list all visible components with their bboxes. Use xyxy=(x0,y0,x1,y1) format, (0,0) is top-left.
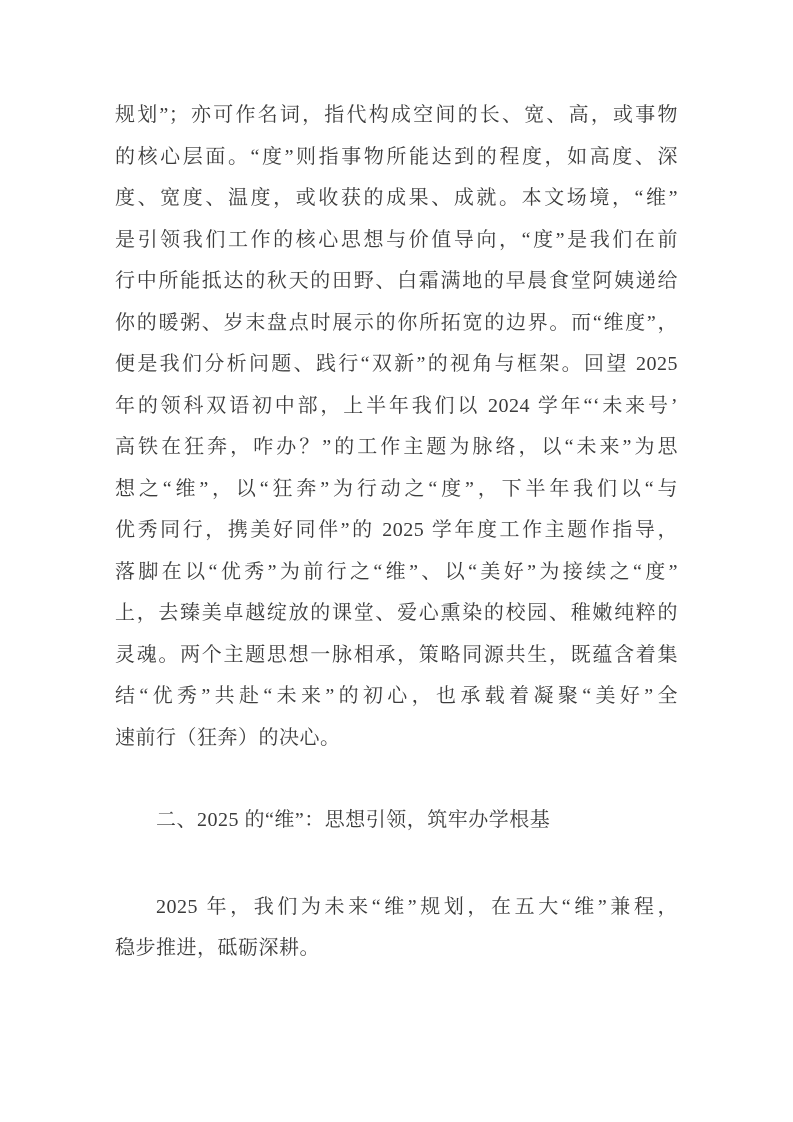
text-line: 高铁在狂奔，咋办？”的工作主题为脉络，以“未来”为思 xyxy=(115,436,678,458)
text-line: 结“优秀”共赴“未来”的初心，也承载着凝聚“美好”全 xyxy=(115,685,678,707)
text-line: 的核心层面。“度”则指事物所能达到的程度，如高度、深 xyxy=(115,145,678,168)
text-line: 你的暖粥、岁末盘点时展示的你所拓宽的边界。而“维度”， xyxy=(115,311,678,334)
text-line: 2025 年，我们为未来“维”规划，在五大“维”兼程， xyxy=(156,895,678,918)
text-line: 灵魂。两个主题思想一脉相承，策略同源共生，既蕴含着集 xyxy=(115,643,678,666)
text-line: 稳步推进，砥砺深耕。 xyxy=(115,937,320,959)
text-line: 规划”；亦可作名词，指代构成空间的长、宽、高，或事物 xyxy=(115,104,678,126)
text-line: 度、宽度、温度，或收获的成果、成就。本文场境，“维” xyxy=(115,187,678,209)
section-heading: 二、2025 的“维”：思想引领，筑牢办学根基 xyxy=(156,809,551,831)
paragraph-2 xyxy=(115,887,678,970)
text-line: 行中所能抵达的秋天的田野、白霜满地的早晨食堂阿姨递给 xyxy=(115,270,678,292)
text-line: 落脚在以“优秀”为前行之“维”、以“美好”为接续之“度” xyxy=(115,560,678,583)
paragraph-1 xyxy=(115,95,678,759)
text-line: 想之“维”，以“狂奔”为行动之“度”，下半年我们以“与 xyxy=(115,477,678,500)
text-line: 是引领我们工作的核心思想与价值导向，“度”是我们在前 xyxy=(115,228,678,251)
text-line: 便是我们分析问题、践行“双新”的视角与框架。回望 2025 xyxy=(115,353,678,375)
text-line: 年的领科双语初中部，上半年我们以 2024 学年“‘未来号’ xyxy=(115,394,678,417)
text-line: 速前行（狂奔）的决心。 xyxy=(115,726,341,749)
text-line: 优秀同行，携美好同伴”的 2025 学年度工作主题作指导， xyxy=(115,519,678,541)
text-line: 上，去臻美卓越绽放的课堂、爱心熏染的校园、稚嫩纯粹的 xyxy=(115,602,678,624)
